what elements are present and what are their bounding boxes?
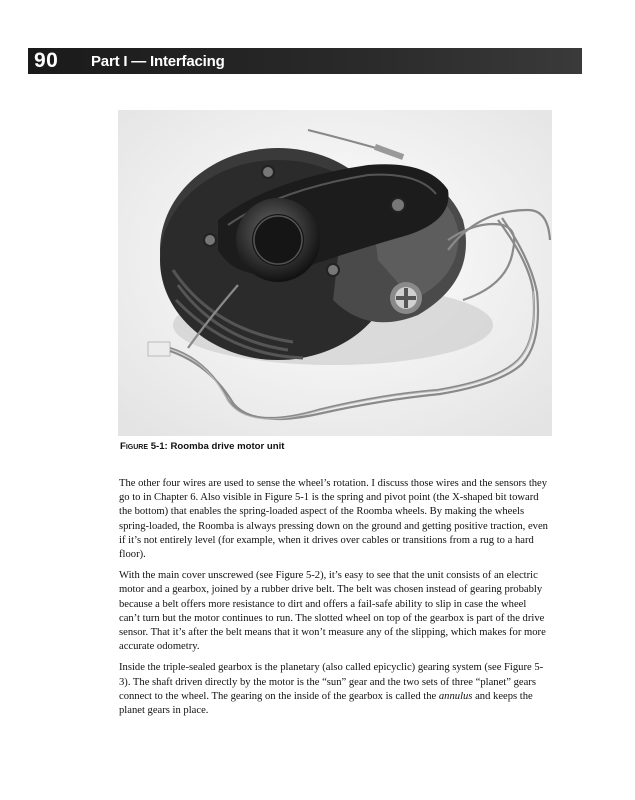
- figure-caption: [120, 441, 550, 452]
- figure-label: Figure 5-1:: [120, 441, 168, 452]
- paragraph-3: [119, 661, 549, 718]
- paragraph-2: With the main cover unscrewed (see Figure 5-2), it’s easy to see that the unit consists of an electric motor and a gearbox, joined by a rubber drive belt. The belt was chosen instead of gearing probably because a belt offers more resistance to dirt and offers a fail-safe ability to slip in case the wheel can’t turn but the motor continues to run. The slotted wheel on top of the gearbox is part of the drive sensor. That it’s after the belt means that it won’t measure any of the slipping, which makes for more accurate odometry.: [119, 570, 546, 653]
- paragraph-1: The other four wires are used to sense the wheel’s rotation. I discuss those wires and the sensors they go to in Chapter 6. Also visible in Figure 5-1 is the spring and pivot point (the X-shaped bit toward the bottom) that enables the spring-loaded aspect of the Roomba wheels. By making the wheels spring-loaded, the Roomba is always pressing down on the ground and getting positive traction, even if it’s not entirely level (for example, when it drives over cables or transitions from a rug to a hard floor).: [119, 478, 548, 561]
- figure-photo-roomba-drive-motor: [118, 110, 552, 436]
- page-number: 90: [34, 49, 59, 72]
- paragraph-3-part-a: Inside the triple-sealed gearbox is the planetary (also called epicyclic) gearing system (see Figure 5-3). The shaft driven directly by the motor is the “sun” gear and the two sets of three “planet” gears connect to the wheel. The gearing on the inside of the gearbox is called the: [119, 662, 544, 702]
- part-title: Part I — Interfacing: [91, 53, 225, 70]
- body-text: [119, 477, 549, 725]
- paragraph-3-part-b: and keeps the planet gears in place.: [119, 690, 533, 717]
- paragraph-3-emphasis: annulus: [438, 690, 473, 702]
- figure-caption-text: Roomba drive motor unit: [170, 441, 285, 452]
